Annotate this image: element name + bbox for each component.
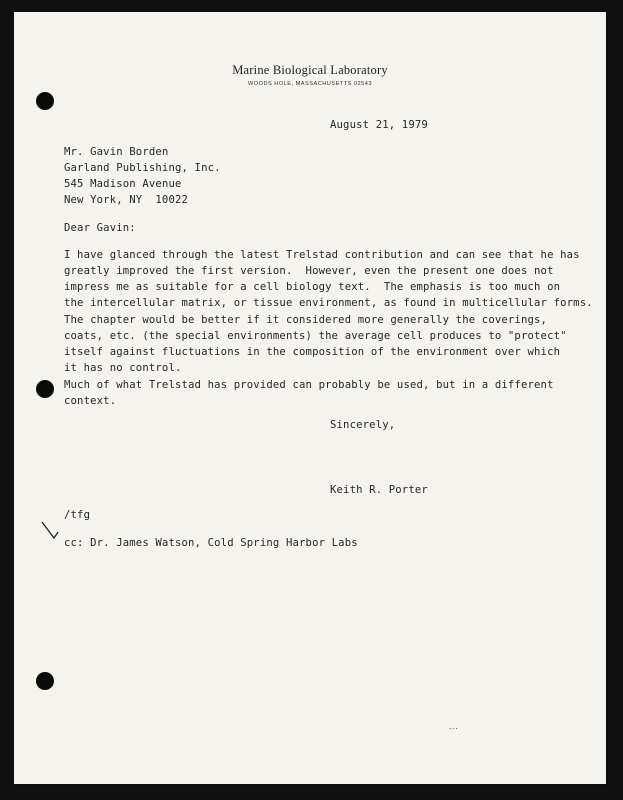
letter-page [14, 12, 606, 784]
punch-hole-middle [36, 380, 54, 398]
paragraph-line: impress me as suitable for a cell biology text. The emphasis is too much on [64, 281, 561, 293]
recipient-address [64, 144, 221, 208]
paragraph-2 [64, 312, 567, 376]
paragraph-3 [64, 377, 554, 409]
paragraph-line: greatly improved the first version. However, even the present one does not [64, 265, 554, 277]
typist-initials: /tfg [64, 509, 91, 521]
paragraph-line: the intercellular matrix, or tissue environment, as found in multicellular forms. [64, 297, 593, 309]
punch-hole-top [36, 92, 54, 110]
recipient-line: New York, NY 10022 [64, 194, 189, 206]
carbon-copy-line: cc: Dr. James Watson, Cold Spring Harbor Labs [64, 537, 358, 549]
recipient-line: 545 Madison Avenue [64, 178, 182, 190]
letterhead-name: Marine Biological Laboratory [232, 63, 388, 77]
signature-name: Keith R. Porter [330, 484, 428, 496]
punch-hole-bottom [36, 672, 54, 690]
paragraph-line: I have glanced through the latest Trelstad contribution and can see that he has [64, 249, 580, 261]
paragraph-line: Much of what Trelstad has provided can probably be used, but in a different [64, 379, 554, 391]
paragraph-line: The chapter would be better if it considered more generally the coverings, [64, 314, 548, 326]
letterhead-address: WOODS HOLE, MASSACHUSETTS 02543 [248, 81, 372, 87]
salutation: Dear Gavin: [64, 222, 136, 234]
paragraph-line: it has no control. [64, 362, 182, 374]
closing: Sincerely, [330, 419, 396, 431]
paragraph-1 [64, 247, 593, 311]
paragraph-line: itself against fluctuations in the composition of the environment over which [64, 346, 561, 358]
recipient-line: Mr. Gavin Borden [64, 146, 169, 158]
letter-date: August 21, 1979 [330, 119, 428, 131]
footer-mark: --· [448, 725, 458, 733]
paragraph-line: coats, etc. (the special environments) the average cell produces to "protect" [64, 330, 567, 342]
paragraph-line: context. [64, 395, 117, 407]
check-mark-icon [40, 517, 64, 541]
recipient-line: Garland Publishing, Inc. [64, 162, 221, 174]
